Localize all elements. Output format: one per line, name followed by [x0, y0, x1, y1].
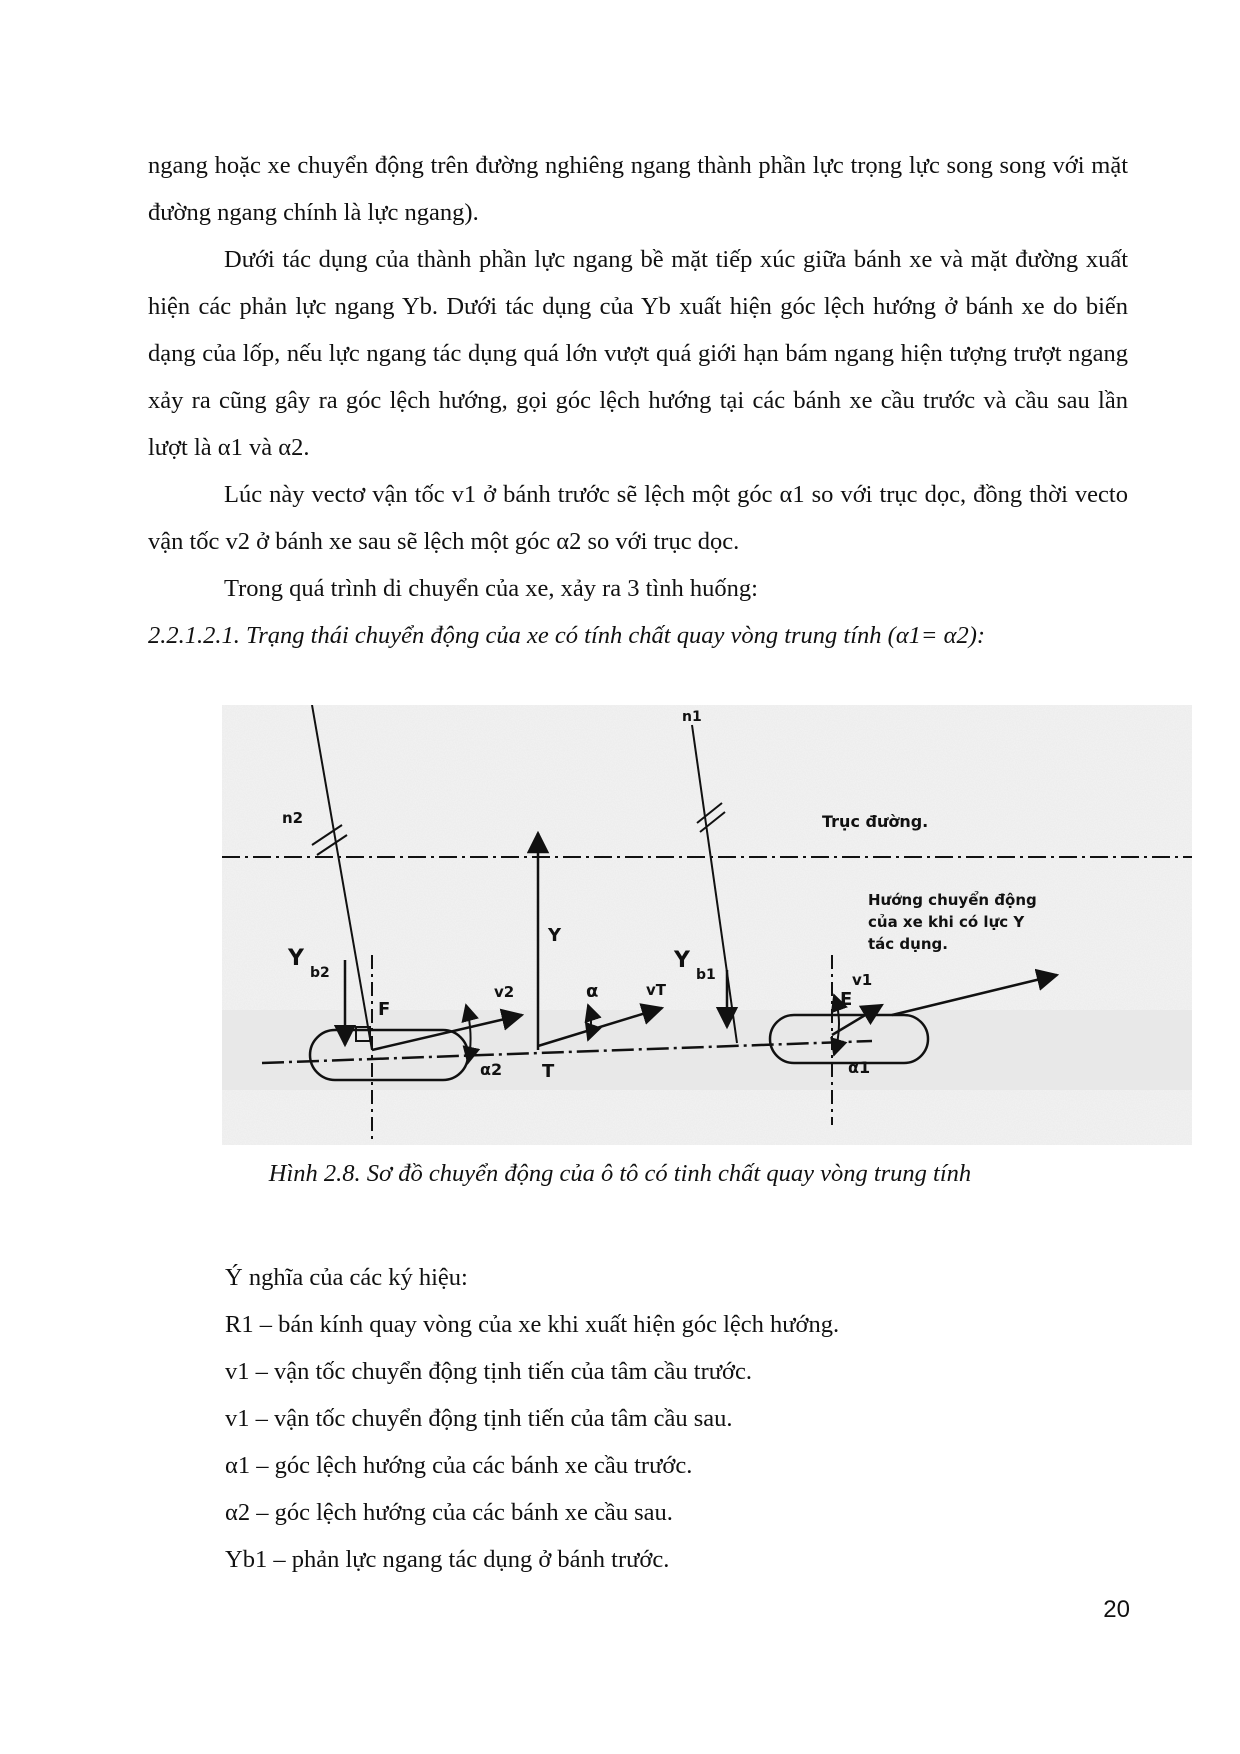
- paragraph-three-cases: Trong quá trình di chuyển của xe, xảy ra 3 tình huống:: [224, 575, 758, 602]
- section-heading: 2.2.1.2.1. Trạng thái chuyển động của xe có tính chất quay vòng trung tính (α1= α2):: [148, 622, 986, 649]
- label-alpha1: α1: [848, 1058, 871, 1077]
- label-alpha2: α2: [480, 1060, 503, 1079]
- label-alpha: α: [586, 981, 599, 1002]
- symbols-title: Ý nghĩa của các ký hiệu:: [225, 1264, 468, 1291]
- paragraph-velocity-vectors: Lúc này vectơ vận tốc v1 ở bánh trước sẽ lệch một góc α1 so với trục dọc, đồng thời vecto vận tốc v2 ở bánh xe sau sẽ lệch một góc α2 so với trục dọc.: [148, 481, 1128, 555]
- label-yb1: Y: [674, 948, 690, 973]
- neutral-steer-diagram: [222, 705, 1192, 1145]
- label-yb1-sub: b1: [696, 967, 716, 983]
- symbol-alpha2: α2 – góc lệch hướng của các bánh xe cầu sau.: [225, 1499, 673, 1526]
- label-yb2-sub: b2: [310, 965, 330, 981]
- symbol-v1-front: v1 – vận tốc chuyển động tịnh tiến của tâm cầu trước.: [225, 1358, 752, 1385]
- label-v1: v1: [852, 971, 873, 989]
- paragraph-continuation: ngang hoặc xe chuyển động trên đường nghiêng ngang thành phần lực trọng lực song song với mặt đường ngang chính là lực ngang).: [148, 152, 1128, 226]
- page-number: 20: [1103, 1596, 1130, 1623]
- label-direction-2: của xe khi có lực Y: [868, 913, 1025, 931]
- label-yb2: Y: [288, 946, 304, 971]
- label-n2: n2: [282, 809, 304, 827]
- label-t: T: [542, 1061, 555, 1082]
- paragraph-lateral-force: Dưới tác dụng của thành phần lực ngang bề mặt tiếp xúc giữa bánh xe và mặt đường xuất hiện các phản lực ngang Yb. Dưới tác dụng của Yb xuất hiện góc lệch hướng ở bánh xe do biến dạng của lốp, nếu lực ngang tác dụng quá lớn vượt quá giới hạn bám ngang hiện tượng trượt ngang xảy ra cũng gây ra góc lệch hướng, gọi góc lệch hướng tại các bánh xe cầu trước và cầu sau lần lượt là α1 và α2.: [148, 246, 1128, 461]
- symbol-v1-rear: v1 – vận tốc chuyển động tịnh tiến của tâm cầu sau.: [225, 1405, 733, 1432]
- symbol-yb1: Yb1 – phản lực ngang tác dụng ở bánh trước.: [225, 1546, 670, 1573]
- symbol-r1: R1 – bán kính quay vòng của xe khi xuất hiện góc lệch hướng.: [225, 1311, 840, 1338]
- label-e: E: [840, 989, 853, 1010]
- label-road-axis: Trục đường.: [822, 812, 929, 831]
- label-vt: vT: [646, 981, 667, 999]
- label-v2: v2: [494, 983, 515, 1001]
- label-y: Y: [548, 925, 562, 946]
- figure-caption: Hình 2.8. Sơ đồ chuyển động của ô tô có tinh chất quay vòng trung tính: [268, 1160, 972, 1187]
- label-direction-3: tác dụng.: [868, 935, 948, 953]
- symbol-alpha1: α1 – góc lệch hướng của các bánh xe cầu trước.: [225, 1452, 693, 1479]
- label-f: F: [378, 999, 391, 1020]
- label-n1: n1: [682, 709, 702, 725]
- label-direction-1: Hướng chuyển động: [868, 891, 1037, 909]
